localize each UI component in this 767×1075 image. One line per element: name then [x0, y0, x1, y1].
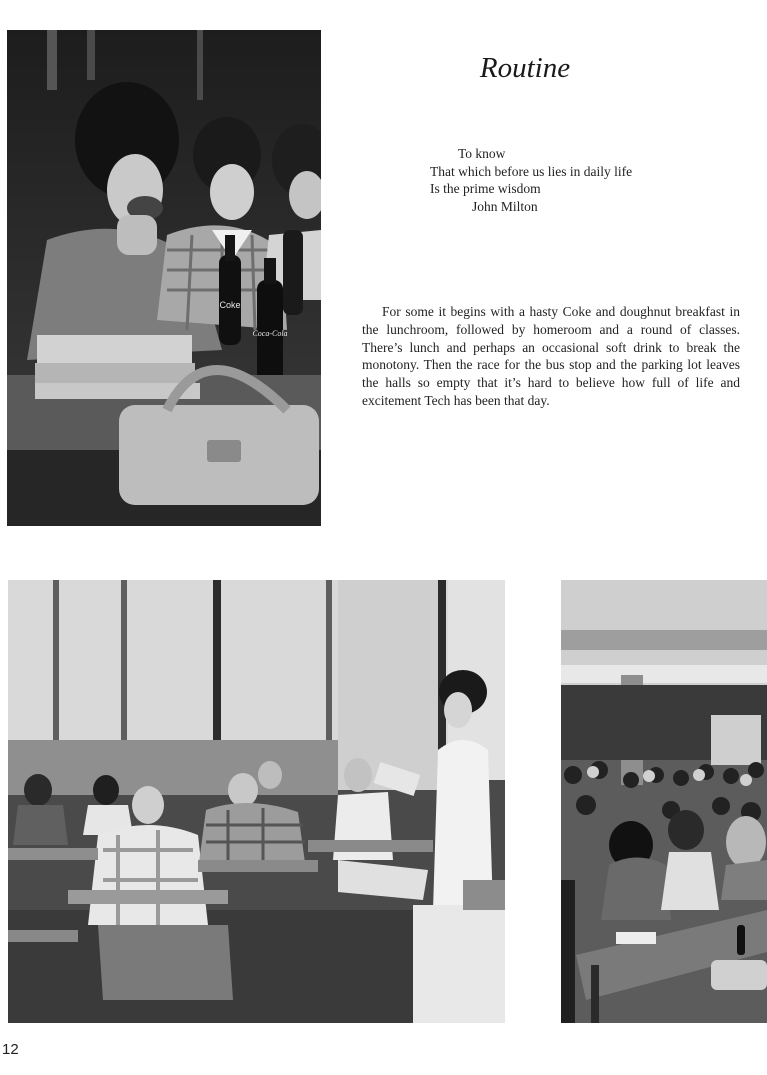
poem-line-3: Is the prime wisdom [430, 181, 541, 197]
poem-quote [430, 145, 632, 215]
lunchroom-photo [561, 580, 767, 1023]
page-title: Routine [479, 52, 571, 84]
classroom-photo [8, 580, 505, 1023]
coke-bottle-label: Coke [219, 300, 241, 310]
poem-line-2: That which before us lies in daily life [430, 163, 633, 179]
coca-cola-bottle-label: Coca-Cola [252, 329, 288, 338]
poem-attribution: John Milton [472, 198, 538, 214]
lunch-students-photo [7, 30, 321, 526]
page-number: 12 [2, 1041, 19, 1058]
poem-line-1: To know [458, 146, 506, 161]
body-paragraph: For some it begins with a hasty Coke and doughnut breakfast in the lunchroom, followed by homeroom and a round of classes. There’s lunch and perhaps an occasional soft drink to break the monotony. Then the race for the bus stop and the parking lot leaves the halls so empty that it’s hard to believe how full of life and excitement Tech has been that day. [362, 304, 740, 408]
